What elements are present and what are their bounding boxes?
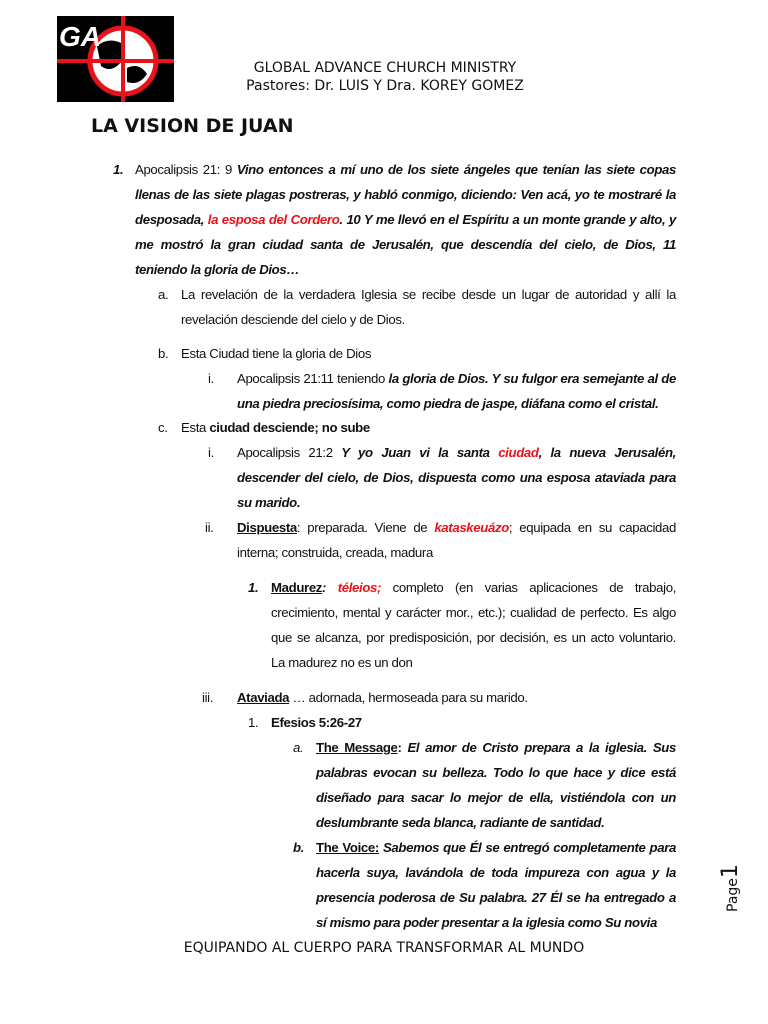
highlighted-phrase: ciudad: [498, 445, 539, 460]
term: Ataviada: [237, 690, 290, 705]
scripture-quote: Y yo Juan vi la santa: [341, 445, 499, 460]
page-label: Page: [725, 878, 741, 912]
page-title: LA VISION DE JUAN: [91, 115, 294, 137]
church-logo: [57, 16, 174, 102]
definition: … adornada, hermoseada para su marido.: [289, 690, 528, 705]
term-colon: :: [322, 580, 338, 595]
scripture-ref: Apocalipsis 21:2: [237, 445, 342, 460]
scripture-ref: Apocalipsis 21:11 teniendo: [237, 371, 389, 386]
list-marker: c.: [158, 420, 168, 435]
page-number-value: 1: [718, 864, 743, 879]
greek-word: kataskeuázo: [434, 520, 509, 535]
version-colon: :: [397, 740, 402, 755]
definition-cont: ; equipada en su capacidad interna; construida, creada, madura: [237, 520, 676, 560]
list-marker: iii.: [202, 690, 214, 705]
scripture-quote-cont: . 10 Y me llevó en el Espíritu a un monte grande y alto, y me mostró la gran ciudad santa de Jerusalén, que descendía del cielo, de Dios, 11 teniendo la gloria de Dios…: [135, 212, 677, 277]
list-marker: i.: [208, 371, 214, 386]
scripture-quote: Vino entonces a mí uno de los siete ángeles que tenían las siete copas llenas de las siete plagas postreras, y habló conmigo, diciendo: Ven acá, yo te mostraré la desposada,: [135, 162, 676, 227]
list-marker: 1.: [248, 580, 259, 595]
pastors-line: Pastores: Dr. LUIS Y Dra. KOREY GOMEZ: [246, 78, 524, 94]
item-c-bold: ciudad desciende; no sube: [209, 420, 370, 435]
bible-version: The Voice:: [316, 840, 379, 855]
list-marker: 1.: [113, 162, 124, 177]
organization-name: GLOBAL ADVANCE CHURCH MINISTRY: [253, 60, 517, 76]
message-version-text: [316, 735, 676, 835]
item-c-iii-text: [237, 685, 676, 710]
scripture-quote: la gloria de Dios. Y su fulgor era semejante al de una piedra preciosísima, como piedra de jaspe, diáfana como el cristal.: [237, 371, 676, 411]
item-b-text: Esta Ciudad tiene la gloria de Dios: [181, 346, 372, 361]
term: Madurez: [271, 580, 323, 595]
section1-paragraph: [135, 157, 676, 282]
madurez-text: [271, 575, 676, 675]
voice-version-text: [316, 835, 676, 935]
scripture-quote-cont: , la nueva Jerusalén, descender del cielo, de Dios, dispuesta como una esposa ataviada para su marido.: [237, 445, 676, 510]
bible-version: The Message: [316, 740, 398, 755]
scripture-quote: Sabemos que Él se entregó completamente para hacerla suya, lavándola de toda impureza con agua y la presencia poderosa de Su palabra. 27 Él se ha entregado a sí mismo para poder presentar a la iglesia como Su novia: [316, 840, 676, 930]
list-marker: ii.: [205, 520, 214, 535]
term: Dispuesta: [237, 520, 297, 535]
logo-text: GA: [59, 21, 101, 52]
scripture-ref: Apocalipsis 21: 9: [135, 162, 237, 177]
page-number: [718, 864, 743, 912]
globe-crosshair-icon: [57, 16, 174, 102]
item-a-text: La revelación de la verdadera Iglesia se recibe desde un lugar de autoridad y allí la revelación desciende del cielo y de Dios.: [181, 287, 676, 327]
highlighted-phrase: la esposa del Cordero: [207, 212, 340, 227]
efesios-ref: [271, 710, 676, 735]
list-marker: b.: [158, 346, 169, 361]
item-c-prefix: Esta: [181, 420, 210, 435]
list-marker: a.: [293, 740, 304, 755]
definition: : preparada. Viene de: [296, 520, 435, 535]
item-c-text: [181, 415, 676, 440]
list-marker: a.: [158, 287, 169, 302]
item-c-i-text: [237, 440, 676, 515]
page-footer: EQUIPANDO AL CUERPO PARA TRANSFORMAR AL MUNDO: [183, 940, 585, 956]
list-marker: 1.: [248, 715, 259, 730]
verse-ref: 5:26-27: [318, 715, 362, 730]
list-marker: i.: [208, 445, 214, 460]
item-c-ii-text: [237, 515, 676, 565]
book-name: Efesios: [271, 715, 319, 730]
item-b-i-text: [237, 366, 676, 416]
definition: completo (en varias aplicaciones de trabajo, crecimiento, mental y carácter mor., etc.); cualidad de perfecto. Es algo que se alcanza, por predisposición, por decisión, es un acto voluntario. La madurez no es un don: [271, 580, 677, 670]
scripture-quote: El amor de Cristo prepara a la iglesia. Sus palabras evocan su belleza. Todo lo que hace y dice está diseñado para sacar lo mejor de ella, vistiéndola con un deslumbrante seda blanca, radiante de santidad.: [316, 740, 676, 830]
list-marker: b.: [293, 840, 305, 855]
greek-word: téleios;: [337, 580, 382, 595]
